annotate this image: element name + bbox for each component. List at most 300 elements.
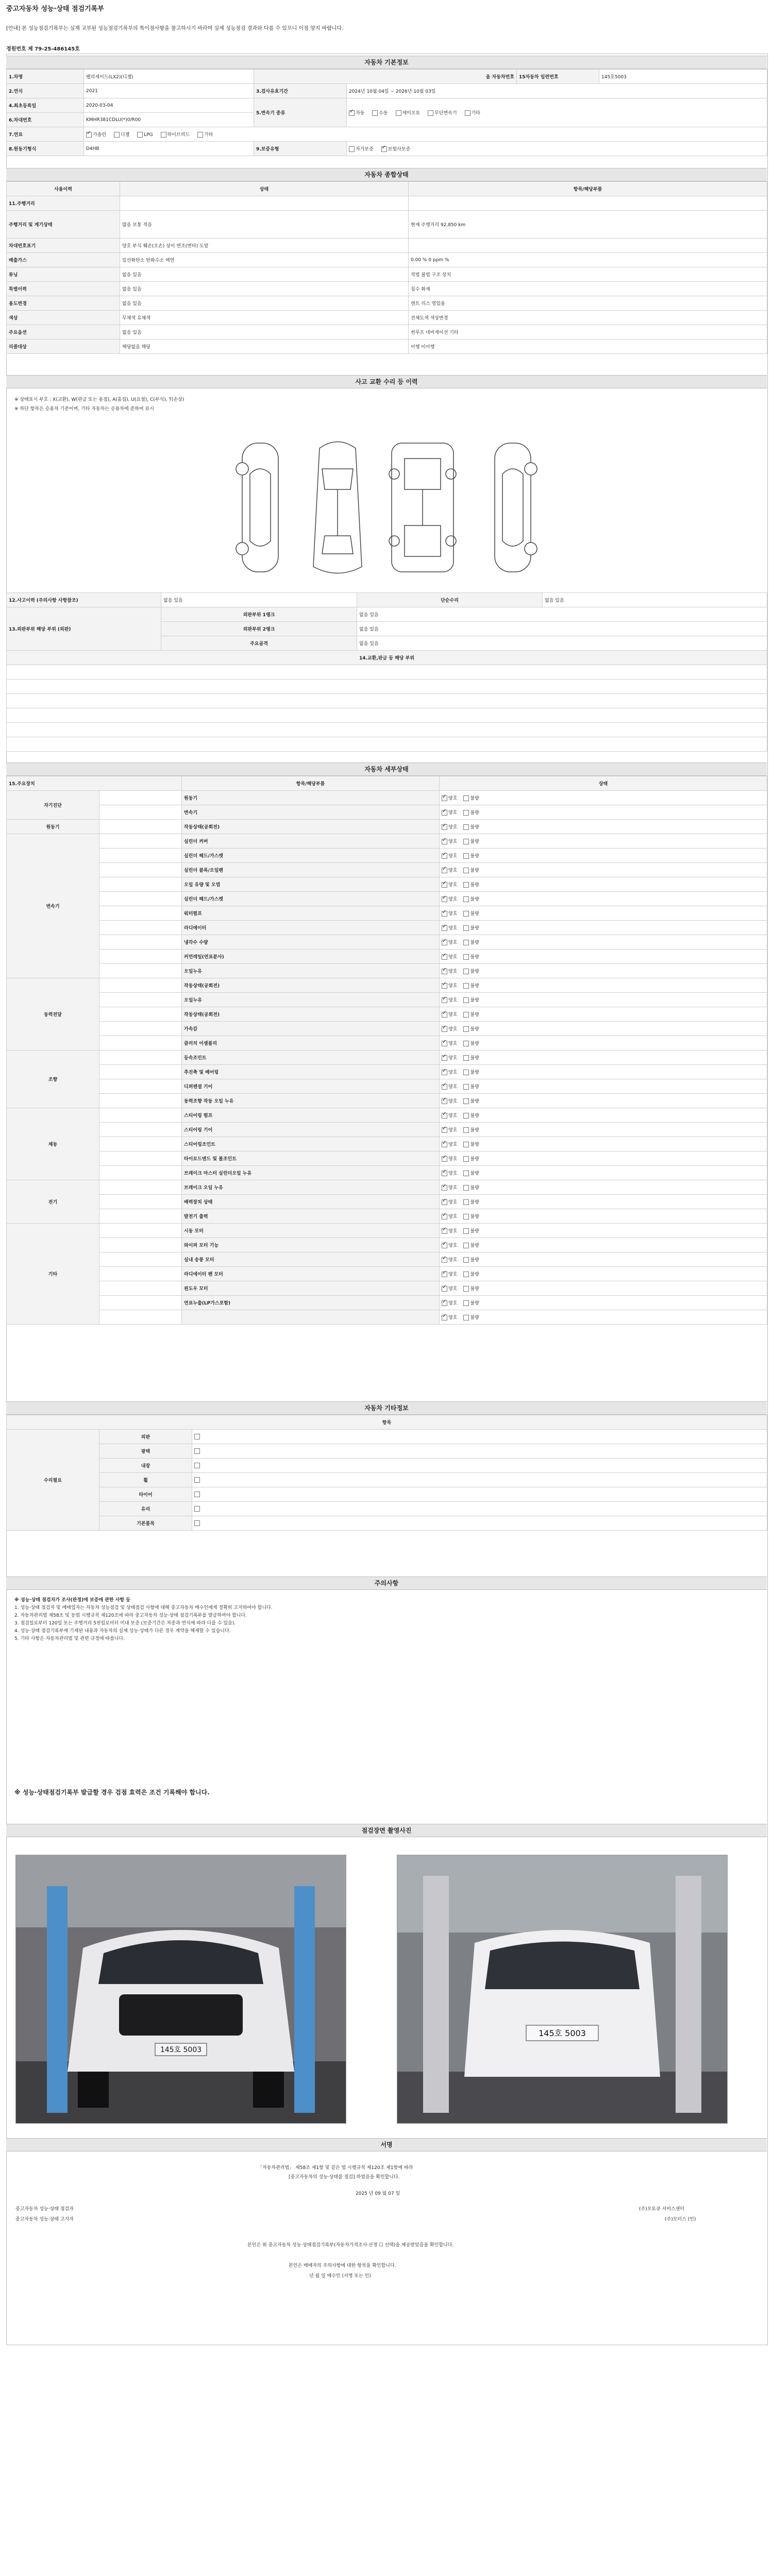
detail-sub — [99, 1022, 182, 1036]
detail-item-status — [440, 1094, 767, 1108]
overall-row-detail: 렌트 리스 영업용 — [409, 296, 767, 311]
detail-item-label: 실린더 헤드/가스켓 — [182, 849, 440, 863]
detail-sub — [99, 1036, 182, 1050]
detail-item-status — [440, 849, 767, 863]
opt-cvt: 무단변속기 — [434, 111, 457, 116]
status-good-label: 양호 — [448, 1200, 458, 1205]
detail-item-label: 오일누유 — [182, 993, 440, 1007]
detail-item-label: 클러치 어셈블리 — [182, 1036, 440, 1050]
status-good-label: 양호 — [448, 1099, 458, 1104]
checkbox-semi[interactable] — [396, 110, 401, 116]
overall-row-detail: 적법 불법 구조 장치 — [409, 267, 767, 282]
checkbox-etc[interactable] — [194, 1506, 200, 1512]
checkbox-good[interactable] — [442, 1012, 447, 1018]
checkbox-bad[interactable] — [463, 896, 469, 902]
overall-row-detail: 썬루프 네비게이션 기타 — [409, 325, 767, 340]
status-bad-label: 불량 — [470, 1272, 479, 1277]
status-bad-label: 불량 — [470, 926, 479, 931]
status-good-label: 양호 — [448, 1027, 458, 1032]
checkbox-good[interactable] — [442, 940, 447, 945]
detail-item-status — [440, 892, 767, 906]
checkbox-good[interactable] — [442, 1113, 447, 1118]
status-bad-label: 불량 — [470, 883, 479, 888]
status-bad-label: 불량 — [470, 911, 479, 917]
status-bad-label: 불량 — [470, 1286, 479, 1292]
checkbox-good[interactable] — [442, 1286, 447, 1292]
etc-row-label: 유리 — [99, 1502, 192, 1516]
checkbox-good[interactable] — [442, 810, 447, 816]
status-good-label: 양호 — [448, 1229, 458, 1234]
etc-table — [6, 1415, 767, 1531]
status-bad-label: 불량 — [470, 1128, 479, 1133]
warranty-label: 9.보증유형 — [254, 142, 347, 156]
detail-sub — [99, 1123, 182, 1137]
status-bad-label: 불량 — [470, 1315, 479, 1320]
detail-item-label: 스티어링 기어 — [182, 1123, 440, 1137]
detail-item-status — [440, 1238, 767, 1252]
checkbox-bad[interactable] — [463, 824, 469, 830]
status-good-label: 양호 — [448, 1113, 458, 1118]
detail-item-label: 실린더 커버 — [182, 834, 440, 849]
note-item: 5. 기타 사항은 자동차관리법 및 관련 규정에 따릅니다. — [14, 1636, 125, 1641]
checkbox-bad[interactable] — [463, 925, 469, 931]
buyer-signature-line[interactable]: 년 월 일 매수인 (서명 또는 인) — [309, 2274, 371, 2279]
detail-item-status — [440, 820, 767, 834]
checkbox-bad[interactable] — [463, 911, 469, 917]
detail-sub — [99, 993, 182, 1007]
detail-item-status — [440, 993, 767, 1007]
accident-legend-note: ※ 하단 항목은 승용차 기준이며, 기타 자동차는 승용차에 준하여 표시 — [14, 406, 154, 412]
checkbox-etc[interactable] — [194, 1434, 200, 1439]
checkbox-bad[interactable] — [463, 983, 469, 989]
detail-sub — [99, 877, 182, 892]
status-good-label: 양호 — [448, 1056, 458, 1061]
status-bad-label: 불량 — [470, 1070, 479, 1075]
checkbox-good[interactable] — [442, 882, 447, 888]
detail-sub — [99, 1151, 182, 1166]
checkbox-bad[interactable] — [463, 1214, 469, 1219]
accident-history-label: 12.사고이력 (주의사항 사항참조) — [7, 593, 161, 607]
detail-sub — [99, 1137, 182, 1151]
cert-label: 정원번호 제 — [6, 46, 33, 52]
first-reg-value: 2020-03-04 — [84, 98, 254, 113]
checkbox-bad[interactable] — [463, 940, 469, 945]
overall-row-status: 해당없음 해당 — [120, 340, 409, 354]
panel-rank1-status: 없음 있음 — [357, 607, 767, 622]
overall-row-label: 주요옵션 — [7, 325, 120, 340]
overall-row-label: 리콜대상 — [7, 340, 120, 354]
checkbox-bad[interactable] — [463, 997, 469, 1003]
etc-head: 항목 — [7, 1415, 767, 1430]
detail-item-label: 스티어링조인트 — [182, 1137, 440, 1151]
checkbox-bad[interactable] — [463, 1286, 469, 1292]
checkbox-bad[interactable] — [463, 1199, 469, 1205]
detail-sub — [99, 1310, 182, 1325]
status-bad-label: 불량 — [470, 1012, 479, 1018]
plate-rear: 145호 5003 — [539, 2028, 586, 2038]
checkbox-good[interactable] — [442, 824, 447, 830]
detail-item-label: 발전기 출력 — [182, 1209, 440, 1224]
status-bad-label: 불량 — [470, 839, 479, 844]
detail-item-status — [440, 1310, 767, 1325]
status-good-label: 양호 — [448, 1128, 458, 1133]
detail-sub — [99, 935, 182, 950]
detail-head-item: 항목/해당부품 — [182, 776, 440, 791]
notice-text: [안내] 본 성능점검기록부는 실제 교부된 성능점검기록부의 특이점사항을 참고하시기 바라며 실제 성능점검 결과와 다를 수 있으니 이점 양지 바랍니다. — [6, 26, 344, 31]
status-bad-label: 불량 — [470, 1258, 479, 1263]
seller-name: (주)모터스 (인) — [665, 2217, 696, 2222]
section-etc: 자동차 기타정보 — [6, 1401, 767, 1415]
checkbox-good[interactable] — [442, 1257, 447, 1263]
detail-sub — [99, 863, 182, 877]
detail-item-label: 오일 유량 및 오염 — [182, 877, 440, 892]
checkbox-bad[interactable] — [463, 969, 469, 974]
overall-row-status: 많음 보통 적음 — [120, 211, 409, 239]
status-bad-label: 불량 — [470, 854, 479, 859]
checkbox-good[interactable] — [442, 1127, 447, 1133]
status-bad-label: 불량 — [470, 796, 479, 801]
status-good-label: 양호 — [448, 1272, 458, 1277]
status-good-label: 양호 — [448, 998, 458, 1003]
status-bad-label: 불량 — [470, 955, 479, 960]
detail-item-status — [440, 1123, 767, 1137]
etc-row-status — [192, 1444, 767, 1459]
checkbox-good[interactable] — [442, 1156, 447, 1162]
opt-other: 기타 — [471, 111, 480, 116]
checkbox-bad[interactable] — [463, 1142, 469, 1147]
checkbox-good[interactable] — [442, 1185, 447, 1191]
panel-rows — [7, 737, 767, 752]
detail-item-status — [440, 1022, 767, 1036]
status-good-label: 양호 — [448, 1301, 458, 1306]
opt-manual: 수동 — [379, 111, 388, 116]
detail-group-label: 기타 — [7, 1224, 99, 1325]
detail-item-label — [182, 1310, 440, 1325]
checkbox-good[interactable] — [442, 839, 447, 844]
detail-sub — [99, 1166, 182, 1180]
fuel-options — [84, 127, 767, 142]
opt-fuel-other: 기타 — [204, 132, 213, 138]
checkbox-good[interactable] — [442, 1171, 447, 1176]
overall-row-status: 무채색 유채색 — [120, 311, 409, 325]
status-bad-label: 불량 — [470, 1243, 479, 1248]
section-basic-info: 자동차 기본정보 — [6, 56, 767, 69]
overall-row-label: 색상 — [7, 311, 120, 325]
note-item: 1. 성능·상태 점검자 및 매매업자는 자동차 성능점검 및 상태점검 사항에 대해 중고자동차 매수인에게 정확히 고지하여야 합니다. — [14, 1605, 273, 1611]
checkbox-good[interactable] — [442, 1041, 447, 1046]
checkbox-lpg[interactable] — [137, 132, 143, 138]
overall-row-label: 11.주행거리 — [7, 196, 120, 211]
detail-item-label: 작동상태(공회전) — [182, 978, 440, 993]
status-good-label: 양호 — [448, 1185, 458, 1191]
detail-item-status — [440, 1267, 767, 1281]
checkbox-bad[interactable] — [463, 1257, 469, 1263]
note-item: 2. 자동차관리법 제58조 및 동법 시행규칙 제120조에 따라 중고자동차 성능·상태 점검기록부를 발급하여야 합니다. — [14, 1613, 247, 1618]
checkbox-bad[interactable] — [463, 1300, 469, 1306]
checkbox-bad[interactable] — [463, 1041, 469, 1046]
detail-item-label: 추진축 및 베어링 — [182, 1065, 440, 1079]
checkbox-good[interactable] — [442, 969, 447, 974]
detail-item-label: 변속기 — [182, 805, 440, 820]
status-bad-label: 불량 — [470, 1056, 479, 1061]
checkbox-etc[interactable] — [194, 1463, 200, 1468]
overall-head-usage: 사용이력 — [7, 182, 120, 196]
status-good-label: 양호 — [448, 1286, 458, 1292]
overall-row-detail: 0.00 % 0 ppm % — [409, 253, 767, 267]
detail-item-label: 배력장치 상태 — [182, 1195, 440, 1209]
status-good-label: 양호 — [448, 1243, 458, 1248]
status-good-label: 양호 — [448, 897, 458, 902]
etc-row-label: 타이어 — [99, 1487, 192, 1502]
checkbox-etc[interactable] — [194, 1448, 200, 1454]
status-bad-label: 불량 — [470, 868, 479, 873]
detail-item-status — [440, 1195, 767, 1209]
checkbox-diesel[interactable] — [114, 132, 120, 138]
detail-item-label: 실린더 블록/오일팬 — [182, 863, 440, 877]
detail-item-status — [440, 1065, 767, 1079]
detail-item-label: 작동상태(공회전) — [182, 820, 440, 834]
detail-item-status — [440, 1137, 767, 1151]
checkbox-self-warranty[interactable] — [349, 146, 355, 152]
detail-title: 15.주요장치 — [7, 776, 182, 791]
status-good-label: 양호 — [448, 1070, 458, 1075]
checkbox-etc[interactable] — [194, 1492, 200, 1497]
car-name-label: 1.차명 — [7, 70, 84, 84]
status-good-label: 양호 — [448, 825, 458, 830]
status-bad-label: 불량 — [470, 1113, 479, 1118]
overall-row-detail: 이행 미이행 — [409, 340, 767, 354]
detail-sub — [99, 1209, 182, 1224]
checkbox-good[interactable] — [442, 1026, 447, 1032]
frame-status: 없음 있음 — [357, 636, 767, 651]
overall-row-status: 없음 있음 — [120, 267, 409, 282]
status-bad-label: 불량 — [470, 1214, 479, 1219]
detail-sub — [99, 1238, 182, 1252]
checkbox-cvt[interactable] — [428, 110, 433, 116]
checkbox-bad[interactable] — [463, 1185, 469, 1191]
checkbox-bad[interactable] — [463, 1026, 469, 1032]
overall-row-label: 특별이력 — [7, 282, 120, 296]
detail-sub — [99, 1180, 182, 1195]
checkbox-good[interactable] — [442, 983, 447, 989]
checkbox-bad[interactable] — [463, 1272, 469, 1277]
checkbox-good[interactable] — [442, 1315, 447, 1320]
panel-rows — [7, 680, 767, 694]
plate-front: 145호 5003 — [160, 2046, 202, 2054]
checkbox-good[interactable] — [442, 1272, 447, 1277]
overall-row-detail: 현재 주행거리 92,850 km — [409, 211, 767, 239]
status-bad-label: 불량 — [470, 1171, 479, 1176]
overall-row-label: 차대번호표기 — [7, 239, 120, 253]
panel-rows — [7, 723, 767, 737]
checkbox-fuel-other[interactable] — [197, 132, 203, 138]
checkbox-good[interactable] — [442, 1228, 447, 1234]
section-accident: 사고 교환 수리 등 이력 — [6, 375, 767, 388]
checkbox-good[interactable] — [442, 954, 447, 960]
checkbox-gasoline[interactable] — [86, 132, 92, 138]
checkbox-good[interactable] — [442, 1300, 447, 1306]
status-good-label: 양호 — [448, 926, 458, 931]
checkbox-bad[interactable] — [463, 853, 469, 859]
car-rear-photo — [397, 1855, 727, 2123]
engine-type-label: 8.원동기형식 — [7, 142, 84, 156]
overall-row-label: 주행거리 및 계기상태 — [7, 211, 120, 239]
etc-row-status — [192, 1459, 767, 1473]
checkbox-bad[interactable] — [463, 1098, 469, 1104]
checkbox-good[interactable] — [442, 911, 447, 917]
checkbox-bad[interactable] — [463, 954, 469, 960]
document-title: 중고자동차 성능·상태 점검기록부 — [6, 5, 104, 13]
checkbox-good[interactable] — [442, 853, 447, 859]
overall-row-status — [120, 196, 409, 211]
detail-item-label: 냉각수 수량 — [182, 935, 440, 950]
detail-item-label: 타이로드엔드 및 볼조인트 — [182, 1151, 440, 1166]
sign-text-1: 「자동차관리법」 제58조 제1항 및 같은 법 시행규칙 제120조 제1항에 따라 — [258, 2165, 413, 2171]
status-good-label: 양호 — [448, 984, 458, 989]
checkbox-bad[interactable] — [463, 1113, 469, 1118]
detail-item-label: 실린더 헤드/가스켓 — [182, 892, 440, 906]
checkbox-good[interactable] — [442, 1070, 447, 1075]
detail-item-status — [440, 1108, 767, 1123]
checkbox-bad[interactable] — [463, 1127, 469, 1133]
checkbox-good[interactable] — [442, 997, 447, 1003]
status-bad-label: 불량 — [470, 940, 479, 945]
detail-sub — [99, 892, 182, 906]
receive-text-1: 본인은 위 중고자동차 성능·상태점검기록부(자동차가격조사·산정 ☐ 선택)을 제공받았음을 확인합니다. — [247, 2243, 454, 2248]
checkbox-bad[interactable] — [463, 1070, 469, 1075]
status-good-label: 양호 — [448, 1041, 458, 1046]
detail-group-label: 제동 — [7, 1108, 99, 1180]
detail-item-label: 라디에이터 팬 모터 — [182, 1267, 440, 1281]
status-good-label: 양호 — [448, 969, 458, 974]
checkbox-insurance-warranty[interactable] — [381, 146, 387, 152]
seller-label: 중고자동차 성능·상태 고지자 — [15, 2217, 74, 2222]
overall-row-label: 튜닝 — [7, 267, 120, 282]
detail-sub — [99, 1281, 182, 1296]
status-bad-label: 불량 — [470, 825, 479, 830]
detail-item-status — [440, 921, 767, 935]
car-side-right-drawing — [495, 443, 537, 572]
detail-item-label: 가속감 — [182, 1022, 440, 1036]
detail-item-status — [440, 1180, 767, 1195]
detail-sub — [99, 950, 182, 964]
inspector-label: 중고자동차 성능·상태 점검자 — [15, 2207, 74, 2212]
vin-label: 6.차대번호 — [7, 113, 84, 127]
checkbox-good[interactable] — [442, 925, 447, 931]
checkbox-good[interactable] — [442, 868, 447, 873]
checkbox-bad[interactable] — [463, 1156, 469, 1162]
transmission-options — [347, 98, 767, 127]
checkbox-etc[interactable] — [194, 1477, 200, 1483]
checkbox-bad[interactable] — [463, 1243, 469, 1248]
detail-item-label: 워터펌프 — [182, 906, 440, 921]
checkbox-bad[interactable] — [463, 1055, 469, 1061]
checkbox-good[interactable] — [442, 1243, 447, 1248]
car-top-drawing — [313, 442, 362, 573]
detail-item-label: 윈도우 모터 — [182, 1281, 440, 1296]
checkbox-bad[interactable] — [463, 1171, 469, 1176]
detail-item-status — [440, 805, 767, 820]
checkbox-bad[interactable] — [463, 795, 469, 801]
section-overall: 자동차 종합상태 — [6, 168, 767, 181]
year-label: 2.연식 — [7, 84, 84, 98]
status-good-label: 양호 — [448, 1171, 458, 1176]
detail-item-status — [440, 1007, 767, 1022]
detail-item-label: 와이퍼 모터 기능 — [182, 1238, 440, 1252]
detail-item-status — [440, 935, 767, 950]
checkbox-bad[interactable] — [463, 1084, 469, 1090]
status-bad-label: 불량 — [470, 1229, 479, 1234]
detail-group-label: 자기진단 — [7, 791, 99, 820]
checkbox-good[interactable] — [442, 795, 447, 801]
status-bad-label: 불량 — [470, 897, 479, 902]
overall-row-detail: 침수 화재 — [409, 282, 767, 296]
checkbox-good[interactable] — [442, 896, 447, 902]
panel-part-label: 13.외판부위 해당 부위 (외판) — [7, 607, 161, 651]
detail-sub — [99, 1296, 182, 1310]
checkbox-bad[interactable] — [463, 839, 469, 844]
detail-sub — [99, 1094, 182, 1108]
checkbox-hybrid[interactable] — [161, 132, 166, 138]
detail-item-label: 동력조향 작동 오일 누유 — [182, 1094, 440, 1108]
checkbox-auto[interactable] — [349, 110, 355, 116]
checkbox-bad[interactable] — [463, 810, 469, 816]
detail-item-status — [440, 964, 767, 978]
detail-group-label: 변속기 — [7, 834, 99, 978]
checkbox-good[interactable] — [442, 1142, 447, 1147]
checkbox-good[interactable] — [442, 1214, 447, 1219]
checkbox-good[interactable] — [442, 1055, 447, 1061]
transmission-label: 5.변속기 종류 — [254, 98, 347, 127]
overall-row-status: 양호 부식 훼손(오손) 상이 변조(변타) 도말 — [120, 239, 409, 253]
status-good-label: 양호 — [448, 810, 458, 816]
status-bad-label: 불량 — [470, 1185, 479, 1191]
detail-group-label: 원동기 — [7, 820, 99, 834]
detail-sub — [99, 805, 182, 820]
detail-sub — [99, 1079, 182, 1094]
checkbox-good[interactable] — [442, 1199, 447, 1205]
panel-replacement-title: 14.교환,판금 등 해당 부위 — [7, 651, 767, 665]
overall-row-status: 없음 있음 — [120, 325, 409, 340]
checkbox-bad[interactable] — [463, 882, 469, 888]
detail-sub — [99, 1108, 182, 1123]
vin-value: KMHR381CDLU(*)0/R00 — [84, 113, 254, 127]
checkbox-bad[interactable] — [463, 1012, 469, 1018]
receive-text-2: 본인은 매매자의 주의사항에 대한 항목을 확인합니다. — [289, 2263, 396, 2268]
status-good-label: 양호 — [448, 1142, 458, 1147]
checkbox-good[interactable] — [442, 1098, 447, 1104]
checkbox-other[interactable] — [465, 110, 470, 116]
checkbox-bad[interactable] — [463, 1228, 469, 1234]
checkbox-bad[interactable] — [463, 1315, 469, 1320]
checkbox-manual[interactable] — [372, 110, 378, 116]
status-bad-label: 불량 — [470, 998, 479, 1003]
overall-row-status: 일산화탄소 탄화수소 매연 — [120, 253, 409, 267]
overall-row-detail — [409, 239, 767, 253]
opt-auto: 자동 — [356, 111, 365, 116]
checkbox-bad[interactable] — [463, 868, 469, 873]
detail-item-status — [440, 863, 767, 877]
etc-row-label: 휠 — [99, 1473, 192, 1487]
cert-value: 79-25-486145호 — [35, 46, 80, 52]
detail-item-label: 실내 송풍 모터 — [182, 1252, 440, 1267]
checkbox-good[interactable] — [442, 1084, 447, 1090]
detail-item-status — [440, 906, 767, 921]
accident-legend: ※ 상태표시 부호 : X(교환), W(판금 또는 용접), A(흠집), U(요철), C(부식), T(손상) — [14, 397, 184, 402]
panel-rank2-label: 외판부위 2랭크 — [161, 622, 357, 636]
checkbox-etc[interactable] — [194, 1520, 200, 1526]
opt-lpg: LPG — [144, 132, 153, 138]
